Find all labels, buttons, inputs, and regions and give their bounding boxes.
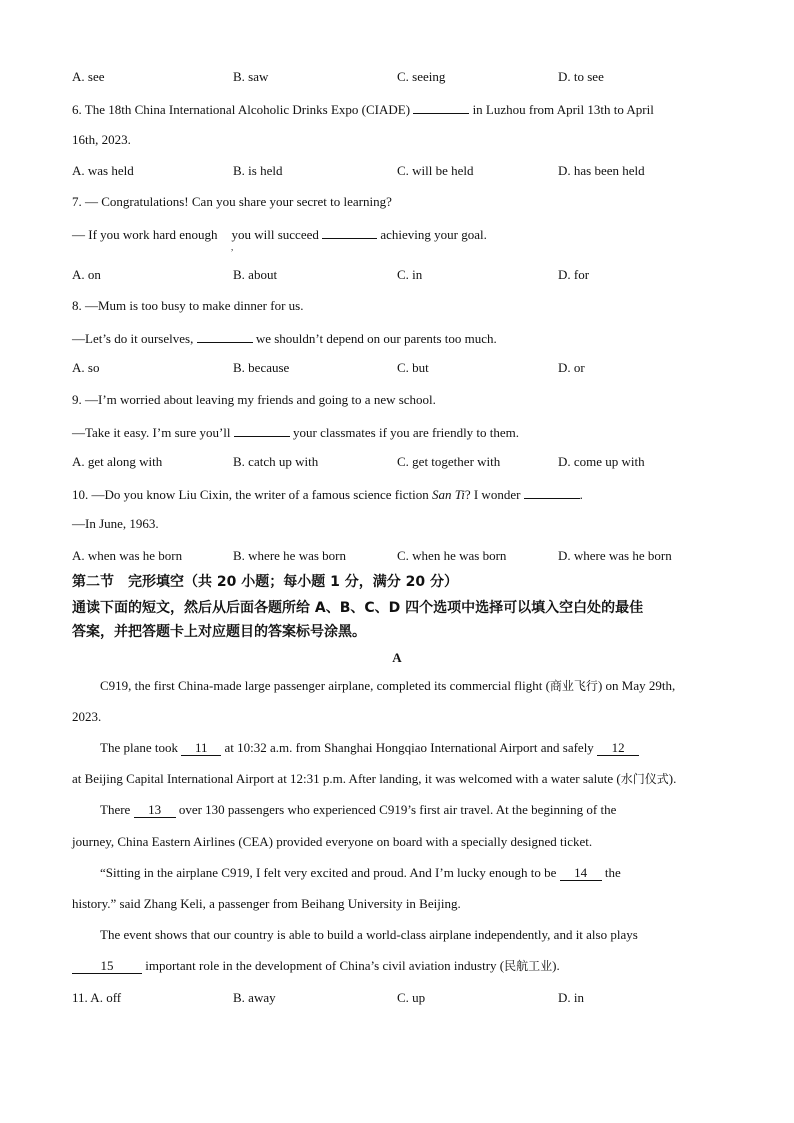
- q7-option-b[interactable]: B. about: [233, 267, 278, 282]
- q9-blank: [234, 423, 290, 437]
- passage-label: A: [392, 650, 402, 665]
- passage-p5-line2: 15 important role in the development of China’s civil aviation industry (民航工业).: [72, 958, 560, 974]
- q7-options: [72, 267, 732, 283]
- q10-option-b[interactable]: B. where he was born: [233, 548, 346, 563]
- blank-14[interactable]: 14: [560, 866, 602, 881]
- q6-options: [72, 163, 732, 179]
- q11-options: [72, 990, 732, 1006]
- passage-p1-line2: 2023.: [72, 709, 102, 724]
- q11-option-c[interactable]: C. up: [397, 990, 426, 1005]
- q9-option-d[interactable]: D. come up with: [558, 454, 645, 469]
- blank-11[interactable]: 11: [181, 741, 221, 756]
- blank-13[interactable]: 13: [134, 803, 176, 818]
- q5-option-b[interactable]: B. saw: [233, 69, 269, 84]
- q6-option-b[interactable]: B. is held: [233, 163, 283, 178]
- q6-option-c[interactable]: C. will be held: [397, 163, 474, 178]
- passage-p2-line1: The plane took 11 at 10:32 a.m. from Shanghai Hongqiao International Airport and safely 12: [100, 740, 639, 756]
- q5-option-c[interactable]: C. seeing: [397, 69, 446, 84]
- q10-line2: —In June, 1963.: [72, 516, 159, 531]
- passage-p3-line1: There 13 over 130 passengers who experienced C919’s first air travel. At the beginning of the: [100, 802, 617, 817]
- q9-option-c[interactable]: C. get together with: [397, 454, 501, 469]
- q8-blank: [197, 329, 253, 343]
- q8-option-c[interactable]: C. but: [397, 360, 429, 375]
- q5-option-d[interactable]: D. to see: [558, 69, 604, 84]
- q7-option-d[interactable]: D. for: [558, 267, 590, 282]
- q7-line1: 7. — Congratulations! Can you share your secret to learning?: [72, 194, 392, 209]
- q11-option-b[interactable]: B. away: [233, 990, 276, 1005]
- section2-heading: 第二节 完形填空（共 20 小题；每小题 1 分，满分 20 分）: [72, 574, 458, 590]
- q10-line1: 10. —Do you know Liu Cixin, the writer of a famous science fiction San Ti? I wonder .: [72, 487, 583, 502]
- q10-option-c[interactable]: C. when he was born: [397, 548, 507, 563]
- q9-option-a[interactable]: A. get along with: [72, 454, 163, 469]
- q5-option-a[interactable]: A. see: [72, 69, 105, 84]
- passage-p2-line2: at Beijing Capital International Airport at 12:31 p.m. After landing, it was welcomed with a water salute (水门仪式).: [72, 771, 677, 786]
- blank-12[interactable]: 12: [597, 741, 639, 756]
- q7-line2: — If you work hard enough you will succeed achieving your goal.: [72, 227, 487, 242]
- q9-option-b[interactable]: B. catch up with: [233, 454, 319, 469]
- q11-option-a[interactable]: 11. A. off: [72, 990, 122, 1005]
- q7-blank: [322, 225, 377, 239]
- q7-option-a[interactable]: A. on: [72, 267, 101, 282]
- blank-15[interactable]: 15: [72, 959, 142, 974]
- q8-option-b[interactable]: B. because: [233, 360, 290, 375]
- q10-book-title: San Ti: [431, 487, 465, 502]
- q6-stem: 6. The 18th China International Alcoholic Drinks Expo (CIADE) in Luzhou from April 13th to April: [72, 102, 654, 117]
- q10-option-d[interactable]: D. where was he born: [558, 548, 672, 563]
- q6-option-d[interactable]: D. has been held: [558, 163, 645, 178]
- q11-option-d[interactable]: D. in: [558, 990, 584, 1005]
- q8-options: [72, 360, 732, 376]
- q8-line1: 8. —Mum is too busy to make dinner for us.: [72, 298, 304, 313]
- q9-options: [72, 454, 732, 470]
- q10-options: [72, 548, 732, 564]
- q8-option-d[interactable]: D. or: [558, 360, 585, 375]
- q10-blank: [524, 485, 580, 499]
- passage-p5-line1: The event shows that our country is able to build a world-class airplane independently, and it also plays: [100, 927, 638, 942]
- q6-stem-line2: 16th, 2023.: [72, 132, 131, 147]
- q8-line2: —Let’s do it ourselves, we shouldn’t depend on our parents too much.: [72, 331, 497, 346]
- q5-options: [72, 69, 732, 85]
- passage-p1-line1: C919, the first China-made large passenger airplane, completed its commercial flight (商业飞行) on May 29th,: [100, 678, 676, 693]
- q7-stray-mark: ,: [231, 242, 234, 252]
- q9-line2: —Take it easy. I’m sure you’ll your classmates if you are friendly to them.: [72, 425, 520, 440]
- passage-p3-line2: journey, China Eastern Airlines (CEA) provided everyone on board with a specially designed ticket.: [72, 834, 593, 849]
- q10-option-a[interactable]: A. when was he born: [72, 548, 183, 563]
- q9-line1: 9. —I’m worried about leaving my friends and going to a new school.: [72, 392, 436, 407]
- passage-p4-line2: history.” said Zhang Keli, a passenger from Beihang University in Beijing.: [72, 896, 461, 911]
- section2-instruction-1: 通读下面的短文，然后从后面各题所给 A、B、C、D 四个选项中选择可以填入空白处的最佳: [72, 600, 644, 616]
- q6-option-a[interactable]: A. was held: [72, 163, 134, 178]
- section2-instruction-2: 答案，并把答题卡上对应题目的答案标号涂黑。: [72, 624, 366, 640]
- q7-option-c[interactable]: C. in: [397, 267, 423, 282]
- q6-blank: [413, 100, 469, 114]
- passage-p4-line1: “Sitting in the airplane C919, I felt very excited and proud. And I’m lucky enough to be 14 the: [100, 865, 621, 880]
- q8-option-a[interactable]: A. so: [72, 360, 100, 375]
